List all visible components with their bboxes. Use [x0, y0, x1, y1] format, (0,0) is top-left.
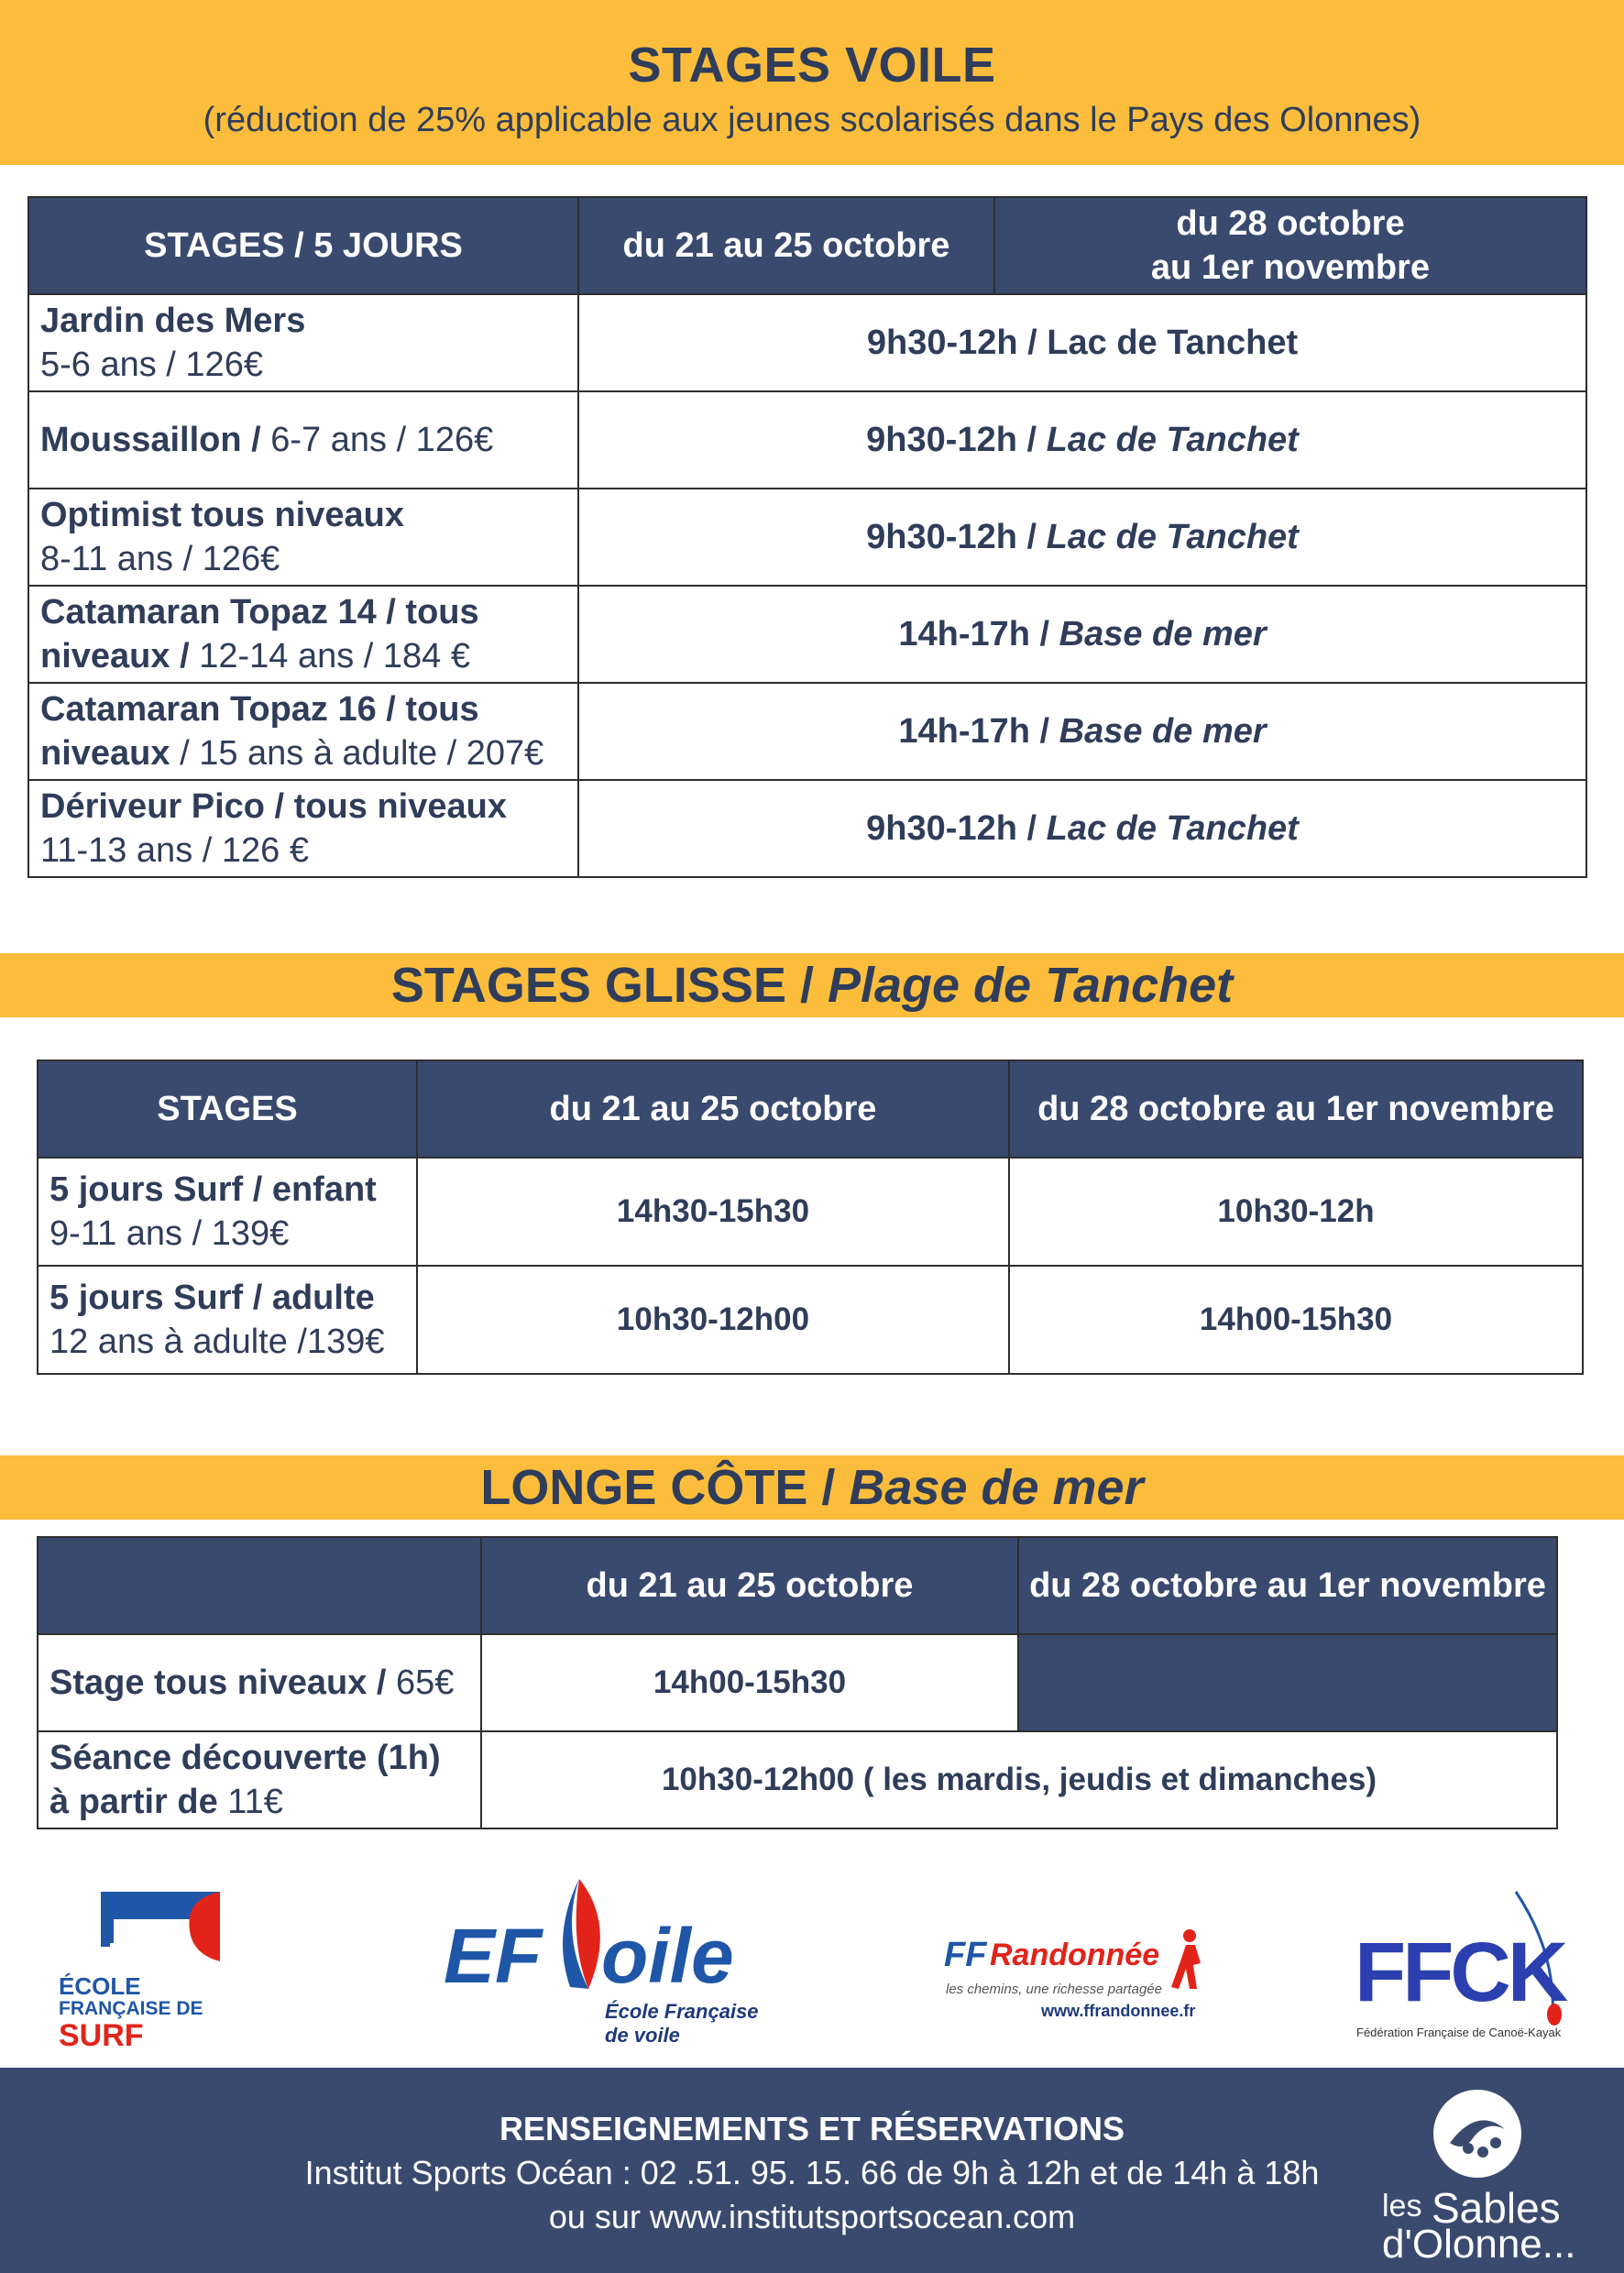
- voile-time-cell: [578, 780, 1586, 877]
- voile-header-band: [0, 0, 1624, 165]
- glisse-title-place: Plage de Tanchet: [827, 958, 1234, 1013]
- stage-name: Dériveur Pico / tous niveaux: [40, 787, 507, 826]
- longe-table: [37, 1536, 1558, 1829]
- sables-les: les: [1382, 2189, 1422, 2224]
- time-range: 9h30-12h /: [866, 517, 1037, 556]
- voile-time-cell: [578, 391, 1586, 489]
- time-range: 9h30-12h /: [866, 420, 1037, 459]
- place-name: Base de mer: [1049, 711, 1267, 751]
- longe-stage-cell: [38, 1634, 481, 1731]
- table-row: [38, 1731, 1557, 1828]
- surf-logo-line3: SURF: [59, 2018, 144, 2053]
- voile-col-week2-line1: du 28 octobre: [1176, 204, 1405, 243]
- time-range: 9h30-12h /: [866, 808, 1037, 848]
- longe-title-main: LONGE CÔTE /: [480, 1460, 850, 1515]
- ef-voile-oile: oile: [601, 1913, 734, 1999]
- glisse-col-week2: du 28 octobre au 1er novembre: [1009, 1060, 1583, 1158]
- rando-name: Randonnée: [990, 1938, 1160, 1972]
- voile-time-cell: [578, 683, 1586, 780]
- stage-name: 5 jours Surf / adulte: [49, 1279, 375, 1317]
- sables-olonne: d'Olonne...: [1382, 2222, 1576, 2267]
- voile-stage-cell: [28, 391, 578, 489]
- time-range: 14h-17h /: [898, 711, 1050, 751]
- stage-name-cont: à partir de: [49, 1783, 218, 1821]
- stage-name: Jardin des Mers: [40, 302, 306, 340]
- surf-logo-line2: FRANÇAISE DE: [59, 1998, 203, 2019]
- voile-col-stages: STAGES / 5 JOURS: [28, 197, 578, 294]
- glisse-table: [37, 1060, 1584, 1375]
- glisse-stage-cell: [38, 1158, 417, 1266]
- glisse-col-week1: du 21 au 25 octobre: [417, 1060, 1009, 1158]
- longe-time-cell: 10h30-12h00 ( les mardis, jeudis et dimanches): [481, 1731, 1557, 1828]
- stage-detail: 12-14 ans / 184 €: [189, 637, 470, 675]
- time-range: 14h-17h /: [898, 614, 1050, 653]
- glisse-time-week1: 14h30-15h30: [417, 1158, 1009, 1266]
- voile-subtitle: (réduction de 25% applicable aux jeunes scolarisés dans le Pays des Olonnes): [203, 101, 1421, 139]
- stage-name: Moussaillon /: [40, 421, 261, 459]
- hiker-icon: [1168, 1928, 1208, 1993]
- ffrandonnee-logo: [944, 1928, 1210, 2029]
- voile-table: [27, 196, 1587, 878]
- voile-stage-cell: [28, 489, 578, 586]
- ffck-caption: Fédération Française de Canoë-Kayak: [1356, 2026, 1562, 2039]
- stage-detail: 11€: [217, 1783, 283, 1821]
- place-name: Lac de Tanchet: [1037, 517, 1299, 556]
- voile-stage-cell: [28, 683, 578, 780]
- ef-voile-sub2: de voile: [605, 2024, 680, 2047]
- longe-header-band: [0, 1455, 1624, 1520]
- stage-name: Optimist tous niveaux: [40, 496, 404, 534]
- stage-name: Catamaran Topaz 14 / tous: [40, 593, 479, 631]
- glisse-title-main: STAGES GLISSE /: [390, 958, 828, 1013]
- table-row: [28, 391, 1586, 489]
- stage-detail: 11-13 ans / 126 €: [40, 831, 309, 870]
- glisse-header-band: [0, 953, 1624, 1017]
- glisse-stage-cell: [38, 1266, 417, 1374]
- voile-time-cell: 9h30-12h / Lac de Tanchet: [578, 294, 1586, 391]
- glisse-header-row: [38, 1060, 1583, 1158]
- voile-stage-cell: [28, 294, 578, 391]
- longe-col-week2: du 28 octobre au 1er novembre: [1018, 1537, 1557, 1634]
- sables-swirl-icon: [1432, 2088, 1523, 2180]
- sables-olonne-logo: [1375, 2081, 1604, 2267]
- table-row: [28, 294, 1586, 391]
- footer: [0, 2068, 1624, 2273]
- stage-name: Catamaran Topaz 16 / tous: [40, 690, 479, 729]
- footer-website[interactable]: ou sur www.institutsportsocean.com: [548, 2198, 1076, 2235]
- longe-empty-cell: [1018, 1634, 1557, 1731]
- longe-time-week1: 14h00-15h30: [481, 1634, 1018, 1731]
- ffck-logo: [1355, 1888, 1575, 2053]
- table-row: [28, 489, 1586, 586]
- glisse-time-week2: 10h30-12h: [1009, 1158, 1583, 1266]
- stage-detail: 9-11 ans / 139€: [49, 1214, 290, 1253]
- surf-school-logo: [57, 1879, 231, 2053]
- place-name: Lac de Tanchet: [1037, 808, 1299, 848]
- stage-name: Séance découverte (1h): [49, 1739, 441, 1777]
- place-name: Base de mer: [1049, 614, 1267, 653]
- glisse-time-week1: 10h30-12h00: [417, 1266, 1009, 1374]
- longe-title-place: Base de mer: [849, 1460, 1144, 1515]
- table-row: [38, 1158, 1583, 1266]
- stage-name: 5 jours Surf / enfant: [49, 1170, 377, 1209]
- longe-col-week1: du 21 au 25 octobre: [481, 1537, 1018, 1634]
- stage-detail: 12 ans à adulte /139€: [49, 1323, 385, 1361]
- table-row: [28, 683, 1586, 780]
- stage-name: Stage tous niveaux /: [49, 1664, 387, 1702]
- longe-col-empty: [38, 1537, 481, 1634]
- longe-title: [0, 1455, 1624, 1520]
- rando-tagline: les chemins, une richesse partagée: [946, 1982, 1162, 1997]
- voile-col-week2-line2: au 1er novembre: [1150, 248, 1431, 287]
- rando-ff: FF: [944, 1936, 987, 1974]
- voile-header-row: [28, 197, 1586, 294]
- table-row: [38, 1266, 1583, 1374]
- longe-header-row: [38, 1537, 1557, 1634]
- table-row: [28, 780, 1586, 877]
- voile-time-cell: [578, 586, 1586, 683]
- voile-title: STAGES VOILE: [628, 38, 996, 93]
- surf-logo-line1: ÉCOLE: [59, 1972, 141, 2000]
- ef-voile-logo: [444, 1879, 774, 2053]
- stage-name-cont: niveaux: [40, 734, 170, 773]
- stage-detail: 5-6 ans / 126€: [40, 346, 263, 384]
- table-row: [28, 586, 1586, 683]
- stage-detail: 6-7 ans / 126€: [260, 421, 494, 459]
- footer-phone: Institut Sports Océan : 02 .51. 95. 15. 66 de 9h à 12h et de 14h à 18h: [304, 2154, 1320, 2191]
- ffck-letters: FFCK: [1355, 1926, 1565, 2019]
- voile-col-week1: du 21 au 25 octobre: [578, 197, 994, 294]
- partner-logos: [0, 1870, 1624, 2053]
- voile-col-week2: [994, 197, 1586, 294]
- voile-stage-cell: [28, 780, 578, 877]
- rando-url: www.ffrandonnee.fr: [1041, 2002, 1196, 2020]
- footer-title: RENSEIGNEMENTS ET RÉSERVATIONS: [499, 2110, 1125, 2147]
- voile-stage-cell: [28, 586, 578, 683]
- voile-time-cell: [578, 489, 1586, 586]
- ef-voile-ef: EF: [444, 1913, 543, 1999]
- stage-detail: 65€: [386, 1664, 455, 1702]
- stage-name-cont: niveaux /: [40, 637, 190, 675]
- glisse-col-stages: STAGES: [38, 1060, 417, 1158]
- sables-name: Sables: [1432, 2184, 1561, 2232]
- place-name: Lac de Tanchet: [1037, 420, 1299, 459]
- glisse-title: [0, 953, 1624, 1017]
- stage-detail: / 15 ans à adulte / 207€: [170, 734, 544, 773]
- ef-voile-sub1: École Française: [605, 2000, 759, 2023]
- stage-detail: 8-11 ans / 126€: [40, 540, 280, 578]
- glisse-time-week2: 14h00-15h30: [1009, 1266, 1583, 1374]
- longe-stage-cell: [38, 1731, 481, 1828]
- table-row: [38, 1634, 1557, 1731]
